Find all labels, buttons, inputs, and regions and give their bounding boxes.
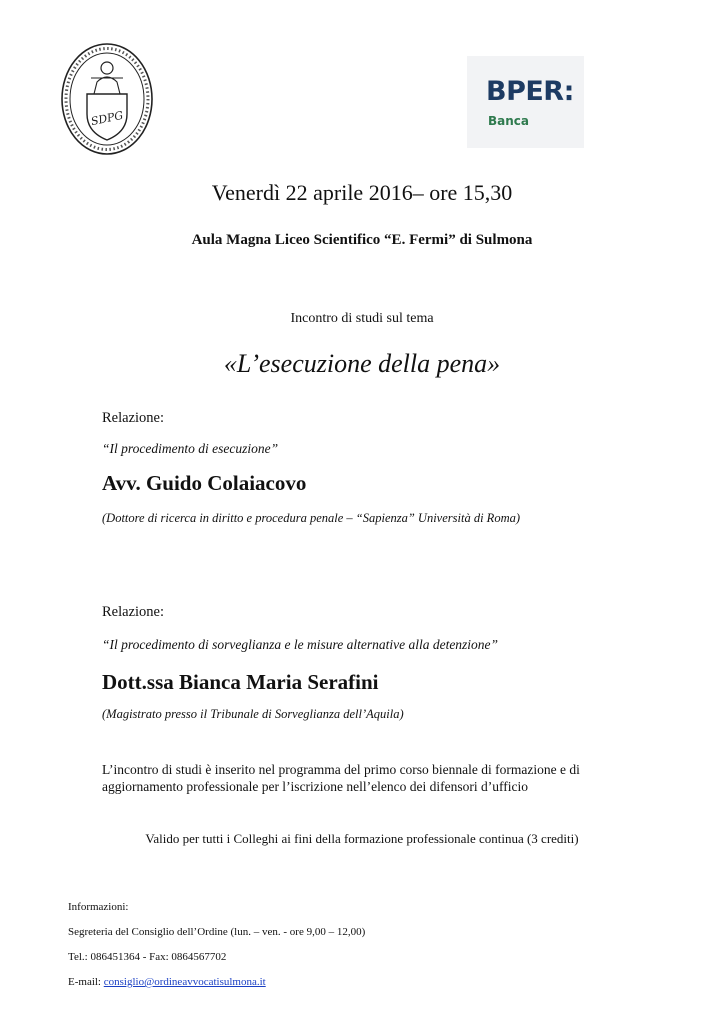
talk-label: Relazione:: [102, 410, 165, 426]
event-theme: «L’esecuzione della pena»: [223, 349, 501, 378]
talk-affiliation: (Dottore di ricerca in diritto e procedura penale – “Sapienza” Università di Roma): [102, 511, 521, 525]
email-link[interactable]: consiglio@ordineavvocatisulmona.it: [103, 976, 266, 988]
seal-monogram: SDPG: [89, 108, 125, 129]
info-email-line: [68, 976, 266, 988]
event-venue: Aula Magna Liceo Scientifico “E. Fermi” di Sulmona: [191, 232, 533, 248]
seal-logo: [60, 42, 154, 156]
talk-affiliation: (Magistrato presso il Tribunale di Sorveglianza dell’Aquila): [102, 707, 404, 721]
validity-note: Valido per tutti i Colleghi ai fini della formazione professionale continua (3 crediti): [145, 831, 579, 846]
talk-label: Relazione:: [102, 604, 165, 620]
talk-speaker: Avv. Guido Colaiacovo: [102, 471, 307, 495]
program-note: L’incontro di studi è inserito nel programma del primo corso biennale di formazione e di aggiornamento professionale per l’iscrizione nell’elenco dei difensori d’ufficio: [102, 762, 580, 794]
talk-topic: “Il procedimento di sorveglianza e le misure alternative alla detenzione”: [102, 637, 499, 652]
talk-topic: “Il procedimento di esecuzione”: [102, 441, 279, 456]
talk-speaker: Dott.ssa Bianca Maria Serafini: [102, 670, 379, 694]
info-phone: Tel.: 086451364 - Fax: 0864567702: [68, 951, 227, 963]
info-office: Segreteria del Consiglio dell’Ordine (lun. – ven. - ore 9,00 – 12,00): [68, 926, 366, 938]
email-label: E-mail:: [68, 976, 104, 988]
event-date: Venerdì 22 aprile 2016– ore 15,30: [211, 180, 513, 205]
bank-logo-sub: Banca: [488, 114, 529, 128]
event-intro: Incontro di studi sul tema: [290, 311, 434, 326]
bank-logo-name: BPER:: [486, 76, 574, 107]
info-title: Informazioni:: [68, 901, 129, 913]
